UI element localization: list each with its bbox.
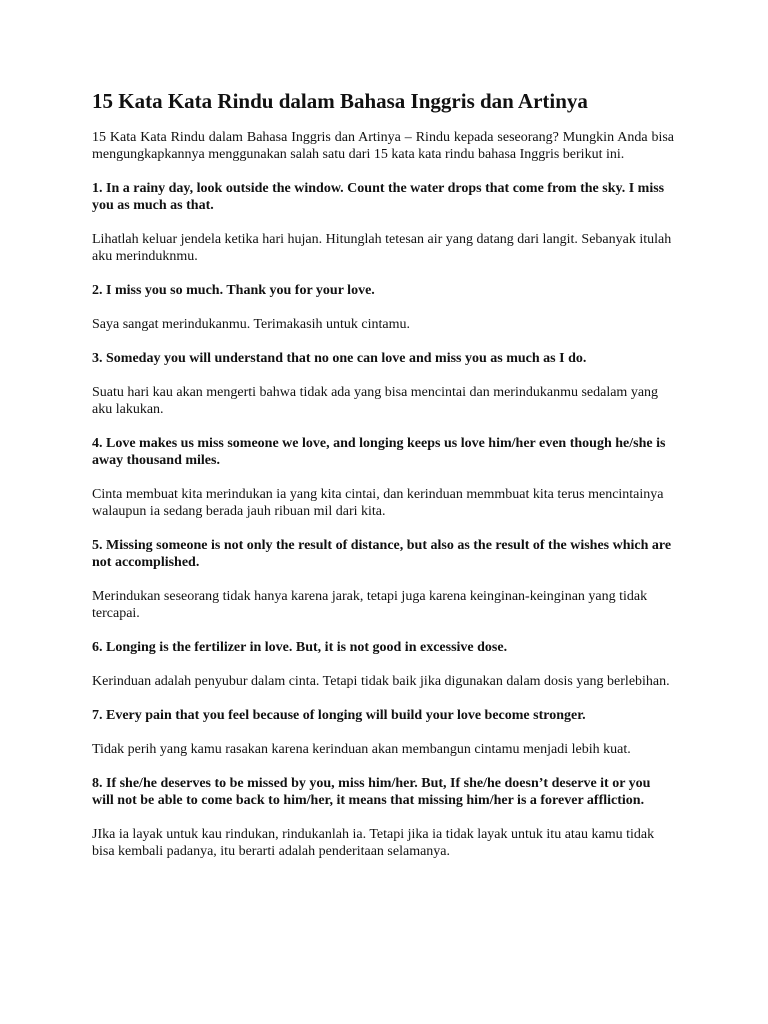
indonesian-translation: Tidak perih yang kamu rasakan karena kerinduan akan membangun cintamu menjadi lebih kuat. [92, 742, 631, 757]
indonesian-translation: Lihatlah keluar jendela ketika hari hujan. Hitunglah tetesan air yang datang dari langit. Sebanyak itulah aku merinduknmu. [92, 232, 672, 264]
english-quote: 4. Love makes us miss someone we love, and longing keeps us love him/her even though he/she is away thousand miles. [92, 436, 666, 468]
english-quote: 1. In a rainy day, look outside the window. Count the water drops that come from the sky. I miss you as much as that. [92, 181, 665, 213]
english-quote: 3. Someday you will understand that no one can love and miss you as much as I do. [92, 351, 587, 366]
quote-item-4 [92, 435, 674, 520]
indonesian-translation: Suatu hari kau akan mengerti bahwa tidak ada yang bisa mencintai dan merindukanmu sedalam yang aku lakukan. [92, 385, 659, 417]
english-quote: 8. If she/he deserves to be missed by you, miss him/her. But, If she/he doesn’t deserve it or you will not be able to come back to him/her, it means that missing him/her is a forever affliction. [92, 776, 651, 808]
indonesian-translation: Kerinduan adalah penyubur dalam cinta. Tetapi tidak baik jika digunakan dalam dosis yang berlebihan. [92, 674, 670, 689]
intro-paragraph: 15 Kata Kata Rindu dalam Bahasa Inggris dan Artinya – Rindu kepada seseorang? Mungkin Anda bisa mengungkapkannya menggunakan salah satu dari 15 kata kata rindu bahasa Inggris berikut ini. [92, 130, 674, 162]
indonesian-translation: Merindukan seseorang tidak hanya karena jarak, tetapi juga karena keinginan-keinginan yang tidak tercapai. [92, 589, 648, 621]
quote-item-2 [92, 282, 674, 333]
english-quote: 6. Longing is the fertilizer in love. But, it is not good in excessive dose. [92, 640, 508, 655]
indonesian-translation: Saya sangat merindukanmu. Terimakasih untuk cintamu. [92, 317, 410, 332]
quote-item-7 [92, 707, 674, 758]
english-quote: 7. Every pain that you feel because of longing will build your love become stronger. [92, 708, 586, 723]
quote-item-8 [92, 775, 674, 860]
indonesian-translation: Cinta membuat kita merindukan ia yang kita cintai, dan kerinduan memmbuat kita terus mencintainya walaupun ia sedang berada jauh ribuan mil dari kita. [92, 487, 664, 519]
indonesian-translation: JIka ia layak untuk kau rindukan, rindukanlah ia. Tetapi jika ia tidak layak untuk itu atau kamu tidak bisa kembali padanya, itu berarti adalah penderitaan selamanya. [92, 827, 655, 859]
quote-item-5 [92, 537, 674, 622]
quote-item-6 [92, 639, 674, 690]
quote-item-1 [92, 180, 674, 265]
english-quote: 2. I miss you so much. Thank you for your love. [92, 283, 375, 298]
quote-item-3 [92, 350, 674, 418]
english-quote: 5. Missing someone is not only the result of distance, but also as the result of the wishes which are not accomplished. [92, 538, 672, 570]
document-title: 15 Kata Kata Rindu dalam Bahasa Inggris dan Artinya [92, 89, 588, 113]
document-page [92, 88, 674, 877]
